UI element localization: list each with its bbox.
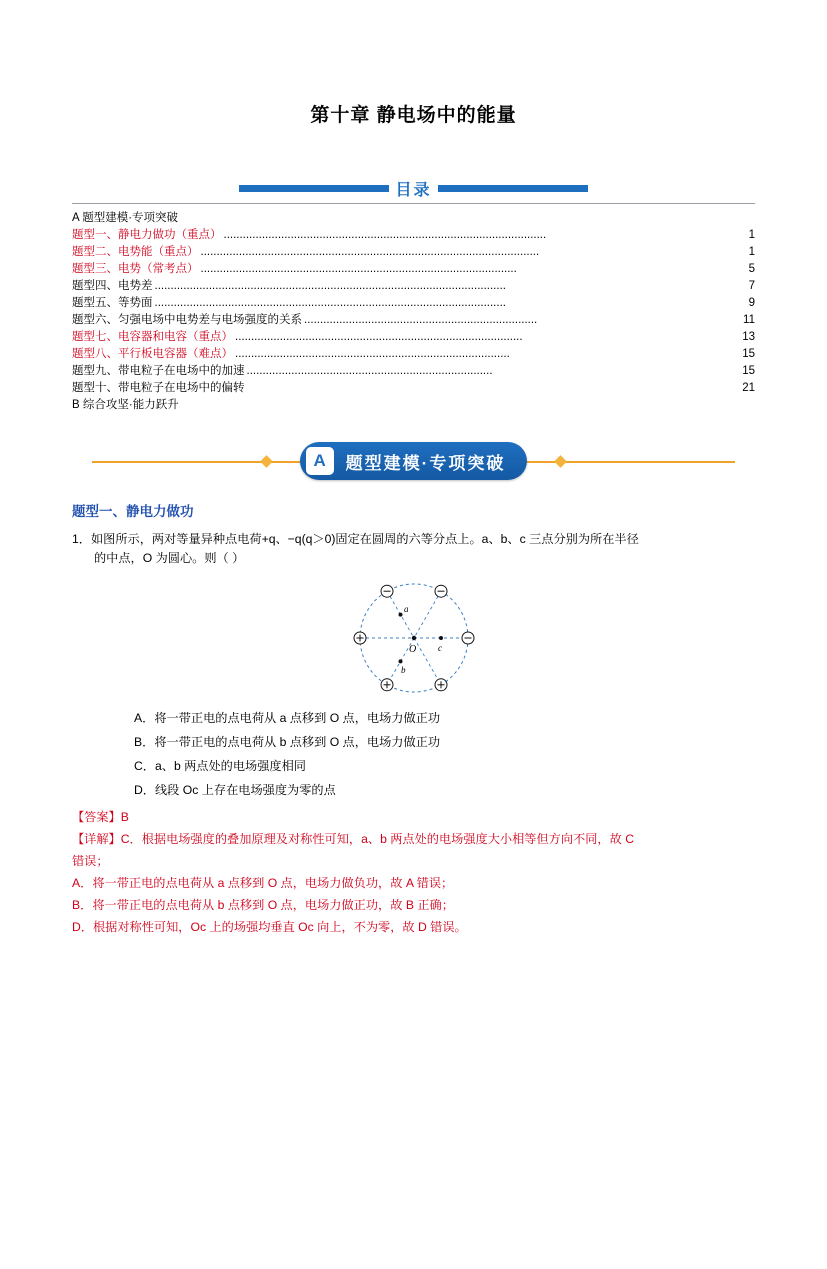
toc-dot-leader: .............................................................................................................. — [154, 280, 506, 292]
toc-entry-page: 13 — [742, 331, 755, 343]
detail-line-4: B．将一带正电的点电荷从 b 点移到 O 点，电场力做正功，故 B 正确； — [72, 898, 454, 912]
toc-entry-title: 题型三、电势（常考点） — [72, 263, 199, 275]
toc-heading-label: 目录 — [395, 182, 432, 199]
charge-marker-negative-right — [462, 632, 474, 644]
list-item[interactable] — [72, 363, 755, 380]
table-of-contents — [72, 210, 755, 414]
toc-dot-leader: ..................................................................................................... — [223, 229, 547, 241]
answer-block — [72, 806, 755, 938]
toc-entry-page: 7 — [748, 280, 755, 292]
point-o-dot — [411, 636, 415, 640]
list-item[interactable] — [72, 295, 755, 312]
document-page — [0, 100, 827, 1269]
point-c-dot — [439, 636, 443, 640]
list-item[interactable] — [72, 278, 755, 295]
toc-entry-title: 题型七、电容器和电容（重点） — [72, 331, 233, 343]
question-stem — [72, 530, 755, 568]
toc-entry-title: 题型六、匀强电场中电势差与电场强度的关系 — [72, 314, 302, 326]
point-b-dot — [398, 659, 402, 663]
diamond-icon — [554, 455, 567, 468]
toc-dot-leader: .......................................................................................... — [235, 331, 523, 343]
answer-row — [72, 806, 755, 828]
toc-dot-leader: .......................................................................................................... — [200, 246, 540, 258]
option-list — [72, 706, 755, 802]
toc-entry-title: 题型二、电势能（重点） — [72, 246, 199, 258]
detail-line-2: 错误； — [72, 854, 109, 868]
banner-text: 题型建模·专项突破 — [345, 453, 506, 473]
detail-line-5: D．根据对称性可知，Oc 上的场强均垂直 Oc 向上，不为零，故 D 错误。 — [72, 920, 467, 934]
section-banner — [72, 440, 755, 482]
toc-entry-title: 题型八、平行板电容器（难点） — [72, 348, 233, 360]
toc-entry-title: 题型十、带电粒子在电场中的偏转 — [72, 382, 245, 394]
toc-entry-page: 1 — [748, 229, 755, 241]
point-a-label: a — [403, 604, 408, 614]
point-b-label: b — [400, 665, 405, 675]
list-item[interactable] — [72, 346, 755, 363]
toc-dot-leader: ............................................................................. — [246, 365, 493, 377]
page-title: 第十章 静电场中的能量 — [310, 105, 517, 126]
detail-row — [72, 828, 755, 850]
toc-rule-left — [239, 185, 389, 192]
point-a-dot — [398, 613, 402, 617]
charge-marker-negative-top-right — [435, 585, 447, 597]
list-item[interactable] — [72, 261, 755, 278]
answer-value: B — [120, 810, 129, 824]
charge-marker-negative-top-left — [381, 585, 393, 597]
charge-marker-positive-bottom-right — [435, 679, 447, 691]
toc-group-a-label: A 题型建模·专项突破 — [72, 212, 179, 224]
point-c-label: c — [437, 643, 442, 653]
list-item[interactable] — [72, 329, 755, 346]
toc-dot-leader: ................................................................................................... — [200, 263, 517, 275]
toc-entry-page: 9 — [748, 297, 755, 309]
question-stem-line-2: 的中点，O 为圆心。则（ ） — [94, 551, 245, 565]
figure-circle-six-charges — [309, 578, 519, 698]
toc-entry-page: 21 — [742, 382, 755, 394]
list-item[interactable] — [72, 312, 755, 329]
toc-entry-title: 题型一、静电力做功（重点） — [72, 229, 222, 241]
question-type-title: 题型一、静电力做功 — [72, 504, 194, 519]
toc-entry-page: 1 — [748, 246, 755, 258]
toc-entry-page: 15 — [742, 365, 755, 377]
point-o-label: O — [408, 644, 416, 655]
list-item[interactable] — [72, 244, 755, 261]
banner-badge: A — [306, 447, 334, 475]
toc-rule-right — [438, 185, 588, 192]
charge-marker-positive-left — [354, 632, 366, 644]
option-a[interactable]: A．将一带正电的点电荷从 a 点移到 O 点，电场力做正功 — [134, 711, 441, 725]
detail-line-1: C．根据电场强度的叠加原理及对称性可知，a、b 两点处的电场强度大小相等但方向不同，故 C — [120, 832, 634, 846]
option-c[interactable]: C．a、b 两点处的电场强度相同 — [134, 759, 306, 773]
question-number: 1． — [72, 532, 91, 546]
detail-label: 【详解】 — [72, 832, 121, 846]
list-item[interactable] — [72, 227, 755, 244]
toc-entry-title: 题型五、等势面 — [72, 297, 153, 309]
list-item[interactable] — [72, 380, 755, 397]
toc-dot-leader — [247, 380, 741, 397]
circle-six-charges-diagram — [309, 578, 519, 698]
diamond-icon — [260, 455, 273, 468]
toc-entry-page: 5 — [748, 263, 755, 275]
toc-entry-title: 题型九、带电粒子在电场中的加速 — [72, 365, 245, 377]
toc-group-b-label: B 综合攻坚·能力跃升 — [72, 399, 179, 411]
question-stem-line-1: 如图所示，两对等量异种点电荷+q、−q(q＞0)固定在圆周的六等分点上。a、b、c 三点分别为所在半径 — [90, 532, 639, 546]
toc-entry-title: 题型四、电势差 — [72, 280, 153, 292]
answer-label: 【答案】 — [72, 810, 121, 824]
toc-dot-leader: ...................................................................................... — [235, 348, 510, 360]
toc-heading — [72, 177, 755, 200]
banner-pill — [300, 442, 528, 480]
toc-dot-leader: .............................................................................................................. — [154, 297, 506, 309]
toc-entry-page: 11 — [743, 314, 755, 326]
option-b[interactable]: B．将一带正电的点电荷从 b 点移到 O 点，电场力做正功 — [134, 735, 441, 749]
toc-divider — [72, 203, 755, 204]
toc-entry-page: 15 — [742, 348, 755, 360]
charge-marker-positive-bottom-left — [381, 679, 393, 691]
toc-dot-leader: ......................................................................... — [304, 314, 538, 326]
detail-line-3: A．将一带正电的点电荷从 a 点移到 O 点，电场力做负功，故 A 错误； — [72, 876, 454, 890]
option-d[interactable]: D．线段 Oc 上存在电场强度为零的点 — [134, 783, 336, 797]
